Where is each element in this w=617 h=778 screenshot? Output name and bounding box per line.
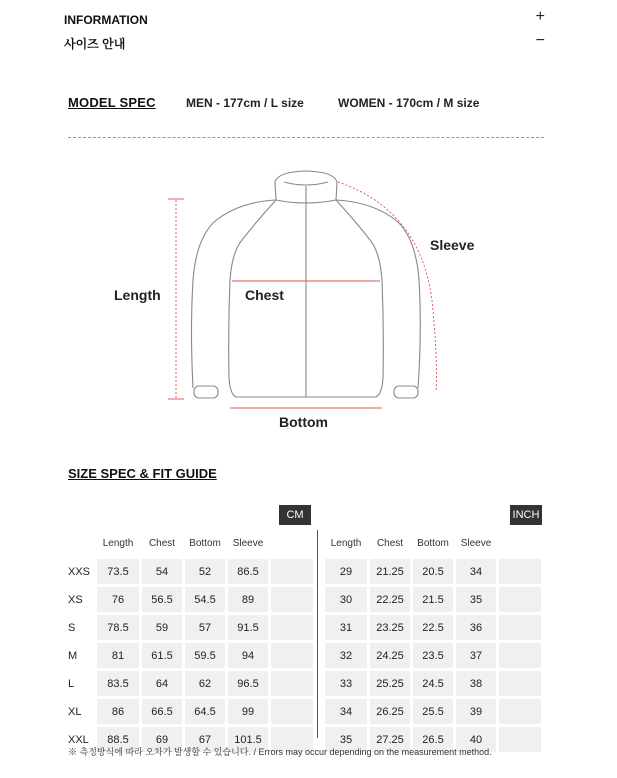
inch-tag: INCH <box>510 505 542 525</box>
cell: 86.5 <box>228 559 268 584</box>
label-bottom: Bottom <box>279 414 328 430</box>
table-row <box>68 671 313 696</box>
cell: 35 <box>456 587 496 612</box>
cell-blank <box>499 615 541 640</box>
cell-blank <box>271 587 313 612</box>
cell: 57 <box>185 615 225 640</box>
table-row <box>325 671 541 696</box>
cell: 101.5 <box>228 727 268 752</box>
accordion-information-label: INFORMATION <box>64 13 148 27</box>
cell: 33 <box>325 671 367 696</box>
cell: 62 <box>185 671 225 696</box>
cell: 21.25 <box>370 559 410 584</box>
cell-blank <box>271 643 313 668</box>
cell: 78.5 <box>97 615 139 640</box>
cell: 26.25 <box>370 699 410 724</box>
size-label: M <box>68 643 94 668</box>
header-sleeve: Sleeve <box>460 538 492 549</box>
table-divider <box>317 530 318 738</box>
table-row <box>325 643 541 668</box>
cm-size-table <box>65 528 316 755</box>
model-spec-men: MEN - 177cm / L size <box>186 96 304 110</box>
table-row <box>325 587 541 612</box>
cell: 54.5 <box>185 587 225 612</box>
cell-blank <box>499 727 541 752</box>
table-header-row <box>325 531 541 556</box>
minus-icon[interactable]: − <box>535 32 545 49</box>
cell: 56.5 <box>142 587 182 612</box>
label-sleeve: Sleeve <box>430 237 475 253</box>
cell: 64.5 <box>185 699 225 724</box>
cell: 69 <box>142 727 182 752</box>
table-row <box>68 559 313 584</box>
table-row <box>68 643 313 668</box>
cell: 36 <box>456 615 496 640</box>
cell: 23.5 <box>413 643 453 668</box>
cell-blank <box>499 699 541 724</box>
cell: 52 <box>185 559 225 584</box>
table-row <box>68 587 313 612</box>
cell: 54 <box>142 559 182 584</box>
cell: 32 <box>325 643 367 668</box>
cell-blank <box>499 587 541 612</box>
header-chest: Chest <box>376 538 404 549</box>
cm-tag: CM <box>279 505 311 525</box>
header-blank <box>271 531 313 556</box>
cell: 67 <box>185 727 225 752</box>
cell: 24.25 <box>370 643 410 668</box>
model-spec-title: MODEL SPEC <box>68 95 156 110</box>
section-divider <box>68 137 544 138</box>
header-length: Length <box>102 538 134 549</box>
cell: 31 <box>325 615 367 640</box>
cell: 89 <box>228 587 268 612</box>
size-label: XXL <box>68 727 94 752</box>
cell: 25.5 <box>413 699 453 724</box>
cell-blank <box>271 671 313 696</box>
cell: 61.5 <box>142 643 182 668</box>
accordion-size-guide-label: 사이즈 안내 <box>64 37 126 51</box>
measurement-note: ※ 측정방식에 따라 오차가 발생할 수 있습니다. / Errors may occur depending on the measurement method. <box>68 747 492 757</box>
cell: 59.5 <box>185 643 225 668</box>
cell: 59 <box>142 615 182 640</box>
accordion-size-guide[interactable] <box>64 32 545 55</box>
header-chest: Chest <box>148 538 176 549</box>
cell: 64 <box>142 671 182 696</box>
table-header-row <box>68 531 313 556</box>
table-row <box>325 699 541 724</box>
cell: 27.25 <box>370 727 410 752</box>
header-bottom: Bottom <box>189 538 221 549</box>
cell: 34 <box>325 699 367 724</box>
jacket-diagram <box>150 160 470 440</box>
header-blank <box>499 531 541 556</box>
header-sleeve: Sleeve <box>232 538 264 549</box>
table-row <box>325 559 541 584</box>
size-label: XL <box>68 699 94 724</box>
cell: 91.5 <box>228 615 268 640</box>
cell: 99 <box>228 699 268 724</box>
table-row <box>68 699 313 724</box>
table-row <box>325 615 541 640</box>
size-label: XXS <box>68 559 94 584</box>
size-label: S <box>68 615 94 640</box>
size-column-header <box>68 531 94 556</box>
size-spec-title: SIZE SPEC & FIT GUIDE <box>68 466 217 481</box>
cell: 38 <box>456 671 496 696</box>
header-bottom: Bottom <box>417 538 449 549</box>
cell: 24.5 <box>413 671 453 696</box>
cell: 76 <box>97 587 139 612</box>
cell: 35 <box>325 727 367 752</box>
label-length: Length <box>114 287 161 303</box>
cell: 20.5 <box>413 559 453 584</box>
cell-blank <box>499 643 541 668</box>
inch-size-table <box>322 528 544 755</box>
cell: 40 <box>456 727 496 752</box>
cell: 86 <box>97 699 139 724</box>
cell: 73.5 <box>97 559 139 584</box>
cell: 23.25 <box>370 615 410 640</box>
cell: 30 <box>325 587 367 612</box>
cell: 88.5 <box>97 727 139 752</box>
cell: 26.5 <box>413 727 453 752</box>
cell: 25.25 <box>370 671 410 696</box>
cell-blank <box>271 615 313 640</box>
cell: 22.25 <box>370 587 410 612</box>
cell-blank <box>499 671 541 696</box>
label-chest: Chest <box>245 287 284 303</box>
header-length: Length <box>330 538 362 549</box>
cell: 83.5 <box>97 671 139 696</box>
cell-blank <box>271 559 313 584</box>
size-label: XS <box>68 587 94 612</box>
cell: 96.5 <box>228 671 268 696</box>
cell-blank <box>499 559 541 584</box>
cell: 29 <box>325 559 367 584</box>
plus-icon[interactable]: + <box>535 8 545 25</box>
cell: 81 <box>97 643 139 668</box>
cell: 94 <box>228 643 268 668</box>
accordion-information[interactable] <box>64 8 545 31</box>
cell-blank <box>271 699 313 724</box>
table-row <box>68 615 313 640</box>
cell: 37 <box>456 643 496 668</box>
cell: 66.5 <box>142 699 182 724</box>
cell: 39 <box>456 699 496 724</box>
model-spec-women: WOMEN - 170cm / M size <box>338 96 480 110</box>
cell: 34 <box>456 559 496 584</box>
cell: 21.5 <box>413 587 453 612</box>
cell: 22.5 <box>413 615 453 640</box>
size-label: L <box>68 671 94 696</box>
